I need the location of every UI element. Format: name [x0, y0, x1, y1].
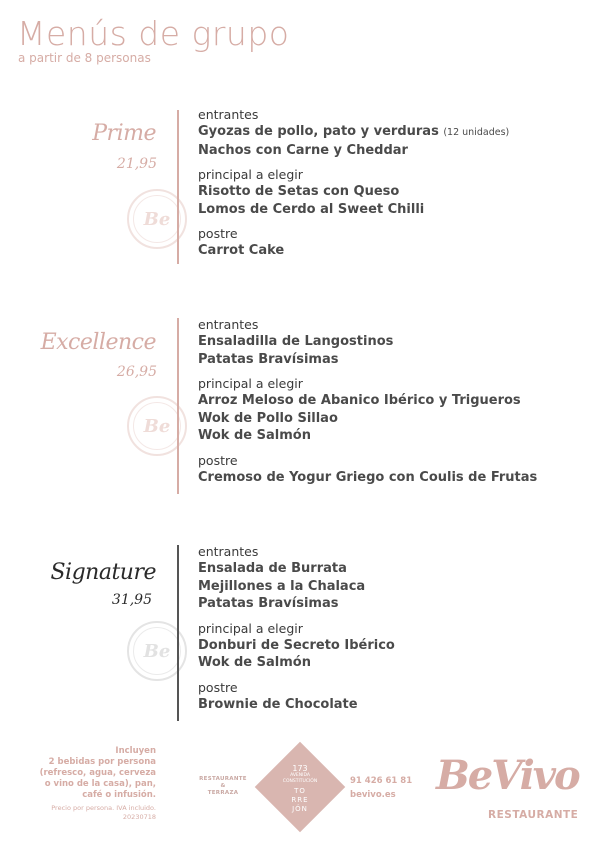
section-label: principal a elegir: [198, 167, 303, 182]
menu-items: [198, 107, 509, 268]
menu-name: Signature: [50, 560, 156, 585]
restaurant-terrace-label: RESTAURANTE & TERRAZA: [199, 776, 247, 796]
includes-note: Incluyen 2 bebidas por persona (refresco, agua, cerveza o vino de la casa), pan, café o infusión.: [39, 746, 156, 800]
divider-line: [177, 318, 179, 494]
brand-logo-subtitle: RESTAURANTE: [488, 809, 579, 821]
dish: Brownie de Chocolate: [198, 696, 358, 712]
section-label: postre: [198, 226, 238, 241]
section-dessert: [198, 226, 509, 260]
section-dessert: [198, 680, 395, 714]
menu-price: 21,95: [116, 156, 157, 172]
section-starters: [198, 107, 509, 159]
section-mains: [198, 376, 537, 445]
address-street: AVENIDA CONSTITUCIÓN: [282, 773, 318, 784]
section-label: principal a elegir: [198, 620, 303, 636]
dish: Patatas Bravísimas: [198, 351, 339, 367]
menu-name: Excellence: [40, 330, 156, 355]
city-name: TO RRE JÓN: [291, 787, 309, 813]
dish: Wok de Pollo Sillao: [198, 410, 338, 426]
dish: Nachos con Carne y Cheddar: [198, 142, 408, 158]
dish: Mejillones a la Chalaca: [198, 578, 366, 594]
divider-line: [177, 110, 179, 264]
address-number: 173: [292, 764, 308, 773]
section-dessert: [198, 453, 537, 487]
page-title: Menús de grupo: [17, 14, 290, 53]
menu-price: 31,95: [111, 592, 152, 608]
menu-name: Prime: [92, 121, 156, 146]
dish: Arroz Meloso de Abanico Ibérico y Trigueros: [198, 393, 521, 408]
contact-info: [350, 775, 412, 801]
logo-watermark-icon: Be: [127, 621, 187, 681]
menu-price: 26,95: [116, 364, 157, 380]
dish: Patatas Bravísimas: [198, 596, 339, 611]
section-starters: [198, 317, 537, 368]
dish: Cremoso de Yogur Griego con Coulis de Frutas: [198, 469, 538, 485]
section-label: principal a elegir: [198, 376, 303, 391]
menu-items: [198, 544, 395, 721]
address-block: [265, 764, 335, 814]
section-label: entrantes: [198, 544, 259, 559]
dish: Ensalada de Burrata: [198, 561, 347, 576]
section-label: postre: [198, 452, 238, 468]
dish: Wok de Salmón: [198, 428, 311, 443]
dish: Wok de Salmón: [198, 655, 311, 670]
dish: Ensaladilla de Langostinos: [198, 334, 394, 349]
website-link[interactable]: bevivo.es: [350, 790, 396, 800]
section-label: entrantes: [198, 107, 259, 122]
section-mains: [198, 167, 509, 218]
menu-items: [198, 317, 537, 494]
logo-watermark-icon: Be: [127, 396, 187, 456]
brand-logo: BeVivo: [436, 752, 579, 799]
dish: Donburi de Secreto Ibérico: [198, 637, 395, 653]
dish-note: (12 unidades): [443, 127, 510, 138]
page-subtitle: a partir de 8 personas: [18, 51, 151, 65]
dish: Gyozas de pollo, pato y verduras (12 unidades): [198, 124, 510, 139]
logo-watermark-icon: Be: [127, 189, 187, 249]
phone-number[interactable]: 91 426 61 81: [350, 776, 413, 786]
section-starters: [198, 544, 395, 613]
dish: Risotto de Setas con Queso: [198, 184, 400, 199]
price-note: Precio por persona. IVA incluido. 20230718: [51, 804, 156, 821]
divider-line: [177, 545, 179, 721]
section-label: entrantes: [198, 317, 259, 332]
dish: Carrot Cake: [198, 243, 285, 258]
section-label: postre: [198, 679, 238, 695]
section-mains: [198, 621, 395, 672]
dish: Lomos de Cerdo al Sweet Chilli: [198, 201, 425, 217]
